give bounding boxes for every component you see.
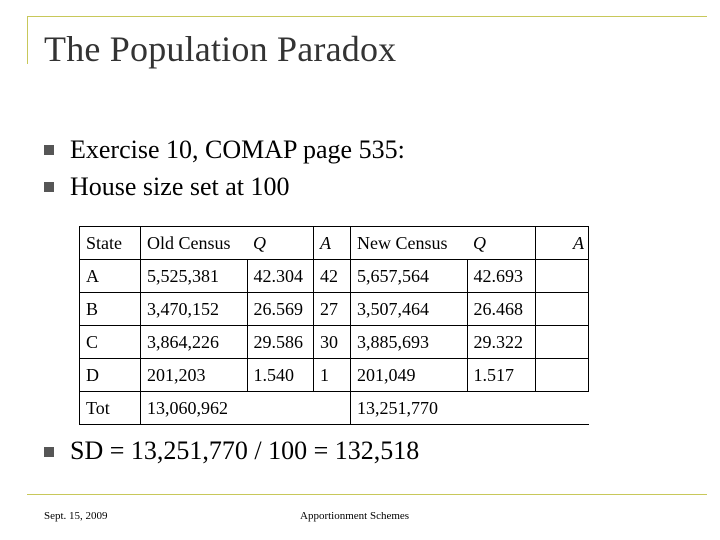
cell-new-apportion [536, 293, 589, 326]
footer-topic: Apportionment Schemes [300, 510, 410, 522]
cell-state: A [80, 260, 141, 293]
cell-new-census: 5,657,564 [351, 260, 468, 293]
cell-new-quota: 1.517 [467, 359, 536, 392]
cell-state: B [80, 293, 141, 326]
table-header-row [80, 227, 589, 260]
footer-date: Sept. 15, 2009 [44, 510, 108, 522]
header-new-census: New Census [351, 227, 468, 260]
slide-frame-bottom-line [27, 494, 707, 495]
header-state: State [80, 227, 141, 260]
cell-new-census: 201,049 [351, 359, 468, 392]
cell-new-quota: 29.322 [467, 326, 536, 359]
slide-frame-top-line [27, 16, 707, 17]
bullet-square-icon [44, 182, 54, 192]
cell-state: C [80, 326, 141, 359]
cell-old-quota: 42.304 [247, 260, 314, 293]
header-old-apportion: A [314, 227, 351, 260]
cell-total-new-census: 13,251,770 [351, 392, 589, 425]
census-table [79, 226, 589, 425]
header-old-census: Old Census [141, 227, 248, 260]
table-row [80, 326, 589, 359]
bullet-text-standard-divisor: SD = 13,251,770 / 100 = 132,518 [70, 436, 420, 465]
cell-new-apportion [536, 359, 589, 392]
table-row [80, 293, 589, 326]
cell-old-census: 3,470,152 [141, 293, 248, 326]
cell-total-label: Tot [80, 392, 141, 425]
header-new-apportion: A [536, 227, 589, 260]
cell-old-census: 201,203 [141, 359, 248, 392]
cell-new-quota: 42.693 [467, 260, 536, 293]
cell-old-census: 5,525,381 [141, 260, 248, 293]
header-old-quota: Q [247, 227, 314, 260]
header-new-quota: Q [467, 227, 536, 260]
cell-new-census: 3,507,464 [351, 293, 468, 326]
table-total-row [80, 392, 589, 425]
cell-old-quota: 29.586 [247, 326, 314, 359]
bullet-square-icon [44, 145, 54, 155]
cell-new-apportion [536, 326, 589, 359]
bullet-text-house-size: House size set at 100 [70, 172, 290, 201]
cell-old-quota: 26.569 [247, 293, 314, 326]
cell-total-old-census: 13,060,962 [141, 392, 351, 425]
cell-new-census: 3,885,693 [351, 326, 468, 359]
cell-old-quota: 1.540 [247, 359, 314, 392]
cell-old-apportion: 30 [314, 326, 351, 359]
bullet-square-icon [44, 447, 54, 457]
cell-old-census: 3,864,226 [141, 326, 248, 359]
cell-new-quota: 26.468 [467, 293, 536, 326]
cell-new-apportion [536, 260, 589, 293]
table-row [80, 260, 589, 293]
cell-old-apportion: 1 [314, 359, 351, 392]
slide-title: The Population Paradox [44, 29, 397, 69]
cell-old-apportion: 27 [314, 293, 351, 326]
cell-old-apportion: 42 [314, 260, 351, 293]
cell-state: D [80, 359, 141, 392]
slide-frame-vertical-line [27, 16, 28, 64]
table-row [80, 359, 589, 392]
bullet-text-exercise: Exercise 10, COMAP page 535: [70, 135, 405, 164]
